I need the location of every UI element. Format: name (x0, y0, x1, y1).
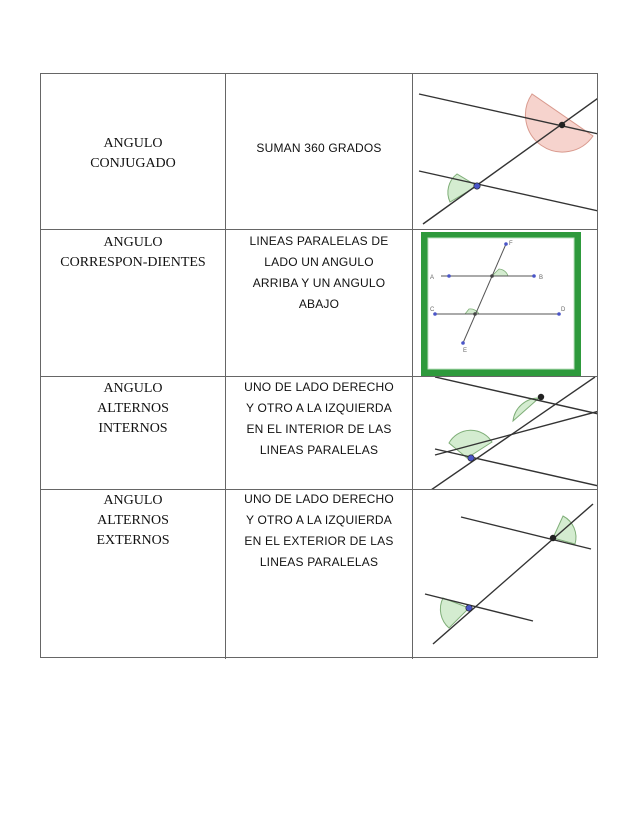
table-row (41, 377, 597, 490)
point-label-f: F (509, 241, 513, 247)
point-label-b: B (539, 275, 544, 281)
table-row (41, 490, 597, 659)
angle-description-cell (226, 230, 413, 376)
angle-description-cell (226, 377, 413, 489)
point-label-a: A (430, 275, 435, 281)
angle-description: UNO DE LADO DERECHO Y OTRO A LA IZQUIERDA EN EL EXTERIOR DE LAS LINEAS PARALELAS (244, 492, 394, 569)
table-row (41, 74, 597, 230)
corresponding-angles-diagram (413, 230, 597, 376)
angle-name: ANGULO CONJUGADO (90, 136, 176, 171)
point-label-d: D (561, 307, 566, 313)
conjugate-angles-diagram (413, 74, 597, 229)
angle-description: UNO DE LADO DERECHO Y OTRO A LA IZQUIERDA EN EL INTERIOR DE LAS LINEAS PARALELAS (244, 380, 394, 457)
point-label-e: E (463, 348, 468, 354)
angle-name: ANGULO ALTERNOS EXTERNOS (96, 493, 170, 548)
angle-name-cell (41, 230, 226, 376)
point-label-c: C (430, 307, 435, 313)
alternate-exterior-angles-diagram (413, 490, 597, 659)
angle-description-cell (226, 490, 413, 659)
alternate-interior-angles-diagram (413, 377, 597, 489)
angle-name-cell (41, 490, 226, 659)
angle-name-cell (41, 74, 226, 229)
table-row (41, 230, 597, 377)
angle-name-cell (41, 377, 226, 489)
angle-description: SUMAN 360 GRADOS (256, 141, 382, 155)
angle-name: ANGULO ALTERNOS INTERNOS (97, 381, 169, 436)
angle-name: ANGULO CORRESPON-DIENTES (60, 235, 206, 270)
angle-description-cell (226, 74, 413, 229)
angles-table (40, 73, 598, 658)
angle-description: LINEAS PARALELAS DE LADO UN ANGULO ARRIBA Y UN ANGULO ABAJO (249, 234, 389, 311)
